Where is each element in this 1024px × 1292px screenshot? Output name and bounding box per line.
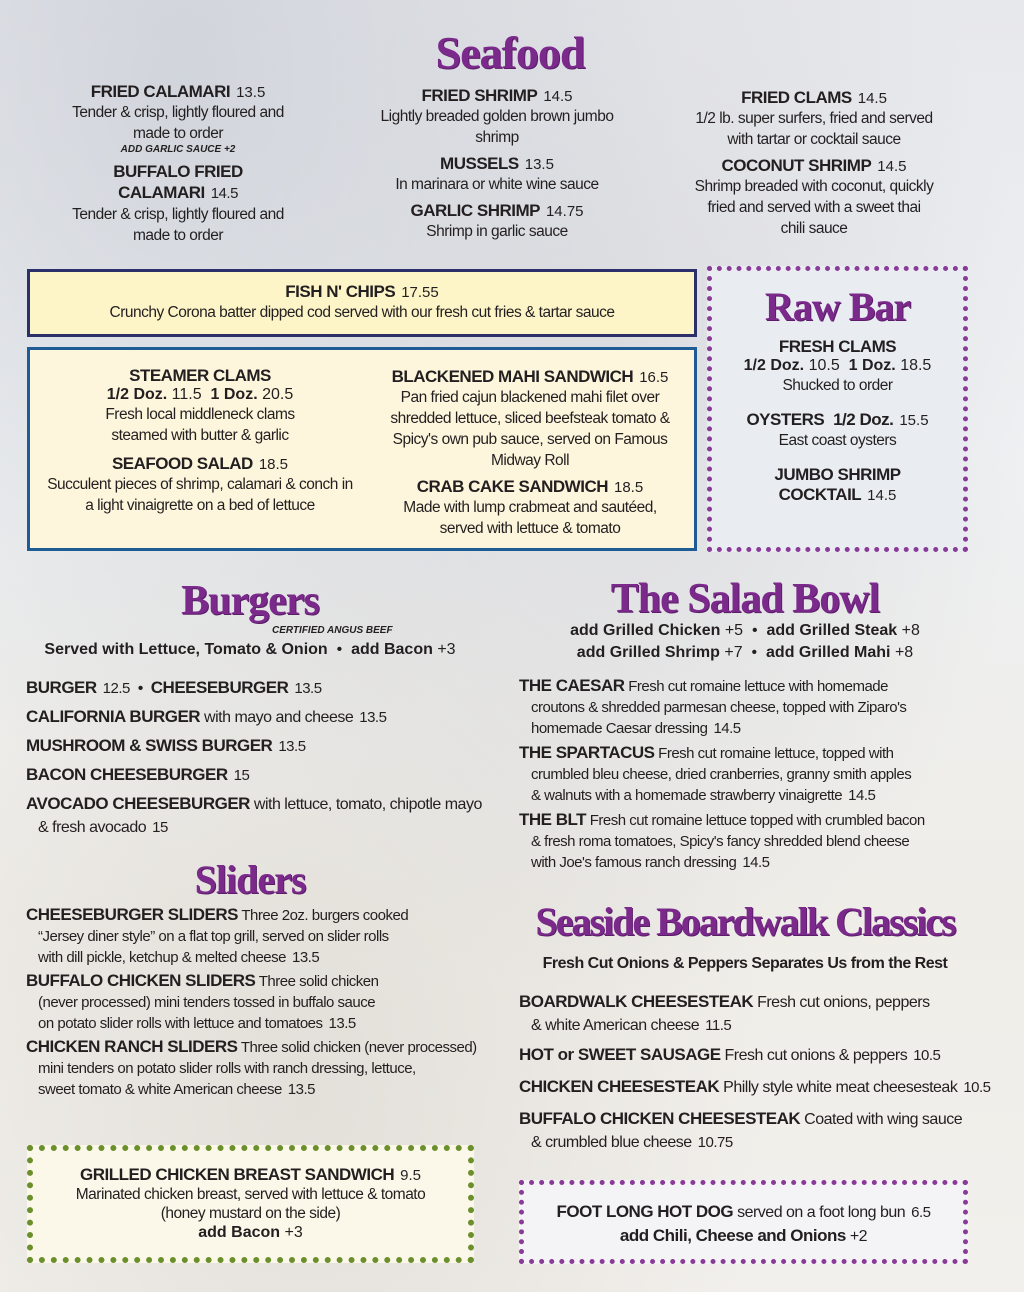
item-desc: Tender & crisp, lightly floured and made to order (72, 104, 284, 142)
item-name: SEAFOOD SALAD (111, 454, 253, 473)
item-price: 13.5 (278, 738, 306, 755)
menu-item (694, 88, 934, 150)
seafood-box-left (40, 366, 360, 522)
bullet: • (336, 641, 343, 658)
item-desc: sweet tomato & white American cheese (38, 1081, 282, 1098)
item-desc: Three 2oz. burgers cooked (241, 907, 409, 924)
item-name: CALIFORNIA BURGER (26, 707, 201, 726)
item-desc: Shrimp in garlic sauce (426, 223, 568, 240)
item-desc: homemade Caesar dressing (531, 720, 708, 737)
list-item (26, 763, 496, 787)
item-desc: Fresh cut romaine lettuce with homemade (628, 678, 888, 695)
item-name: MUSSELS (440, 154, 519, 173)
item-name: OYSTERS (746, 410, 825, 429)
item-name: BLACKENED MAHI SANDWICH (391, 367, 634, 386)
menu-item (40, 366, 360, 446)
item-desc: Tender & crisp, lightly floured and made to order (72, 206, 284, 244)
item-name: STEAMER CLAMS (129, 366, 271, 385)
item-price: 18.5 (258, 456, 289, 473)
menu-item (60, 161, 296, 246)
raw-bar-box (707, 266, 968, 552)
salad-adds (520, 620, 970, 664)
half-label: 1/2 Doz. (743, 357, 805, 374)
raw-bar-title: Raw Bar (764, 284, 911, 329)
menu-item (712, 465, 963, 505)
menu-item (372, 154, 622, 195)
half-price: 10.5 (808, 357, 840, 374)
item-name: FRIED SHRIMP (421, 86, 538, 105)
item-price: 15 (233, 767, 250, 784)
item-name: CHEESEBURGER (150, 678, 289, 697)
menu-item (40, 454, 360, 516)
list-item (519, 1075, 999, 1099)
burgers-title: Burgers (181, 578, 319, 624)
item-desc: with lettuce, tomato, chipotle mayo (253, 796, 482, 813)
boardwalk-title: Seaside Boardwalk Classics (535, 899, 955, 944)
item-desc: Fresh cut romaine lettuce topped with crumbled bacon (589, 812, 925, 829)
bullet: • (137, 680, 143, 697)
item-price: 17.55 (401, 284, 439, 301)
menu-item (712, 410, 963, 451)
item-desc: Fresh cut romaine lettuce, topped with (658, 745, 894, 762)
add-bacon-label: add Bacon (351, 641, 433, 658)
item-price: 16.5 (639, 369, 669, 386)
menu-item (60, 82, 296, 155)
item-desc: “Jersey diner style” on a flat top grill, served on slider rolls (38, 928, 389, 945)
add-price: +8 (894, 644, 914, 661)
menu-item (712, 337, 963, 396)
seafood-title: Seafood (435, 27, 585, 78)
item-price: 10.5 (963, 1079, 991, 1096)
item-price: 14.5 (877, 158, 907, 175)
sliders-title: Sliders (194, 857, 306, 902)
add-price: +7 (724, 644, 743, 661)
item-name: FISH N' CHIPS (285, 282, 396, 301)
bullet: • (751, 644, 758, 661)
hot-dog-box (519, 1180, 968, 1264)
item-price: 14.5 (867, 487, 897, 504)
item-desc: Three solid chicken (258, 973, 379, 990)
item-name: BOARDWALK CHEESESTEAK (519, 992, 754, 1011)
list-item (26, 1036, 496, 1100)
boardwalk-subtitle: Fresh Cut Onions & Peppers Separates Us from the Rest (542, 955, 948, 972)
list-item (26, 734, 496, 758)
item-price: 14.5 (742, 854, 770, 871)
item-price: 13.5 (287, 1081, 315, 1098)
item-price: 12.5 (102, 680, 130, 697)
half-label: 1/2 Doz. (833, 410, 894, 429)
item-name: FRIED CALAMARI (90, 82, 231, 101)
item-desc: Succulent pieces of shrimp, calamari & conch in a light vinaigrette on a bed of lettuce (47, 476, 353, 514)
item-price: 9.5 (400, 1167, 421, 1184)
item-price: 10.75 (697, 1134, 733, 1151)
item-name: BUFFALO CHICKEN CHEESESTEAK (519, 1109, 801, 1128)
half-price: 11.5 (171, 386, 202, 403)
item-name: CHICKEN RANCH SLIDERS (26, 1037, 238, 1056)
add-price: +2 (849, 1228, 868, 1245)
item-name: MUSHROOM & SWISS BURGER (26, 736, 273, 755)
item-name: COCONUT SHRIMP (721, 156, 872, 175)
item-desc: & fresh avocado (38, 819, 147, 836)
item-desc: on potato slider rolls with lettuce and tomatoes (38, 1015, 323, 1032)
list-item (26, 904, 496, 968)
list-item (519, 809, 989, 873)
add-price: +3 (284, 1224, 303, 1241)
item-price: 15 (152, 819, 168, 836)
add-label: add Bacon (198, 1224, 281, 1241)
item-name: JUMBO SHRIMP (774, 465, 901, 484)
item-name: CRAB CAKE SANDWICH (416, 477, 608, 496)
list-item (519, 675, 989, 739)
item-desc: East coast oysters (778, 432, 897, 449)
doz-label: 1 Doz. (210, 386, 258, 403)
item-price: 14.5 (210, 185, 238, 202)
item-desc: (never processed) mini tenders tossed in buffalo sauce (38, 994, 376, 1011)
menu-item (370, 367, 690, 471)
item-price: 18.5 (614, 479, 644, 496)
item-desc: crumbled bleu cheese, dried cranberries, granny smith apples (531, 766, 912, 783)
list-item (26, 970, 496, 1034)
salad-list (519, 675, 989, 873)
item-price: 14.5 (543, 88, 573, 105)
sliders-list (26, 904, 496, 1100)
item-price: 14.5 (857, 90, 887, 107)
list-item (519, 742, 989, 806)
item-price: 14.5 (848, 787, 876, 804)
item-price: 14.5 (713, 720, 741, 737)
add-label: add Grilled Shrimp (576, 644, 720, 661)
item-name: BUFFALO FRIED CALAMARI (113, 162, 243, 202)
add-price: +5 (724, 622, 744, 639)
item-desc: & walnuts with a homemade strawberry vinaigrette (531, 787, 843, 804)
item-price: 13.5 (328, 1015, 356, 1032)
item-desc: & white American cheese (531, 1017, 700, 1034)
list-item (26, 705, 496, 729)
boardwalk-list (519, 990, 999, 1154)
menu-item (370, 477, 690, 539)
item-name-2: COCKTAIL (778, 485, 862, 504)
item-desc: served on a foot long bun (737, 1204, 906, 1221)
bullet: • (751, 622, 758, 639)
add-bacon-price: +3 (437, 641, 456, 658)
list-item (519, 1107, 999, 1154)
item-price: 14.75 (545, 203, 584, 220)
item-desc: (honey mustard on the side) (160, 1205, 341, 1222)
salad-bowl-title: The Salad Bowl (610, 576, 880, 622)
seafood-col-1 (60, 82, 296, 252)
item-desc: Fresh cut onions, peppers (757, 994, 930, 1011)
item-name: AVOCADO CHEESEBURGER (26, 794, 250, 813)
burgers-list (26, 676, 496, 839)
item-desc: Fresh local middleneck clams steamed with butter & garlic (105, 406, 295, 444)
item-desc: mini tenders on potato slider rolls with ranch dressing, lettuce, (38, 1060, 416, 1077)
item-desc: with mayo and cheese (204, 709, 354, 726)
item-name: BUFFALO CHICKEN SLIDERS (26, 971, 256, 990)
add-label: add Grilled Chicken (570, 622, 721, 639)
item-name: THE BLT (519, 810, 587, 829)
item-desc: Pan fried cajun blackened mahi filet over shredded lettuce, sliced beefsteak tomato & Spicy's own pub sauce, served on Famous Midway Roll (390, 389, 670, 469)
item-desc: with dill pickle, ketchup & melted cheese (38, 949, 286, 966)
add-label: add Chili, Cheese and Onions (619, 1226, 846, 1245)
item-price: 10.5 (913, 1047, 941, 1064)
item-desc: Shucked to order (782, 377, 893, 394)
item-desc: Coated with wing sauce (804, 1111, 963, 1128)
item-price: 13.5 (524, 156, 554, 173)
item-name: FOOT LONG HOT DOG (556, 1202, 734, 1221)
item-desc: Crunchy Corona batter dipped cod served with our fresh cut fries & tartar sauce (109, 304, 615, 321)
seafood-box-right (370, 367, 690, 545)
item-name: BURGER (26, 678, 97, 697)
item-desc: croutons & shredded parmesan cheese, topped with Ziparo's (531, 699, 907, 716)
seafood-col-2 (372, 86, 622, 248)
add-price: +8 (901, 622, 920, 639)
item-desc: Philly style white meat cheesesteak (723, 1079, 958, 1096)
item-desc: Three solid chicken (never processed) (240, 1039, 477, 1056)
list-item (519, 1043, 999, 1067)
item-name: THE CAESAR (519, 676, 625, 695)
item-price: 13.5 (294, 680, 322, 697)
doz-price: 20.5 (262, 386, 294, 403)
item-price: 13.5 (236, 84, 266, 101)
list-item (26, 676, 496, 700)
item-name: CHEESEBURGER SLIDERS (26, 905, 238, 924)
menu-item (372, 201, 622, 242)
burgers-served-with (20, 641, 480, 659)
doz-label: 1 Doz. (848, 357, 896, 374)
item-name: GARLIC SHRIMP (410, 201, 540, 220)
add-label: add Grilled Steak (766, 622, 898, 639)
menu-item (694, 156, 934, 239)
item-name: FRESH CLAMS (778, 337, 897, 356)
add-label: add Grilled Mahi (766, 644, 891, 661)
certified-note: CERTIFIED ANGUS BEEF (272, 625, 393, 636)
item-desc: Made with lump crabmeat and sautéed, served with lettuce & tomato (403, 499, 657, 537)
list-item (26, 792, 496, 816)
fish-chips-box (27, 269, 697, 337)
item-desc: & fresh roma tomatoes, Spicy's fancy shredded blend cheese (531, 833, 910, 850)
item-name: FRIED CLAMS (741, 88, 852, 107)
item-name: BACON CHEESEBURGER (26, 765, 228, 784)
list-item-cont (26, 816, 496, 839)
item-desc: & crumbled blue cheese (531, 1134, 692, 1151)
list-item (519, 990, 999, 1037)
half-label: 1/2 Doz. (106, 386, 168, 403)
item-name: THE SPARTACUS (519, 743, 655, 762)
item-desc: Fresh cut onions & peppers (724, 1047, 908, 1064)
doz-price: 18.5 (900, 357, 932, 374)
item-desc: with Joe's famous ranch dressing (531, 854, 737, 871)
item-name: CHICKEN CHEESESTEAK (519, 1077, 720, 1096)
item-desc: Shrimp breaded with coconut, quickly fried and served with a sweet thai chili sauce (694, 178, 934, 237)
item-desc: Marinated chicken breast, served with lettuce & tomato (75, 1186, 426, 1203)
item-name: HOT or SWEET SAUSAGE (519, 1045, 721, 1064)
menu-item (372, 86, 622, 148)
item-name: GRILLED CHICKEN BREAST SANDWICH (80, 1165, 395, 1184)
item-desc: 1/2 lb. super surfers, fried and served with tartar or cocktail sauce (695, 110, 933, 148)
grilled-chicken-box (27, 1145, 474, 1263)
item-desc: In marinara or white wine sauce (395, 176, 599, 193)
item-note: ADD GARLIC SAUCE +2 (120, 144, 236, 155)
seafood-col-3 (694, 88, 934, 245)
item-price: 11.5 (705, 1017, 732, 1034)
served-with-text: Served with Lettuce, Tomato & Onion (44, 641, 328, 658)
item-price: 13.5 (291, 949, 320, 966)
item-price: 6.5 (911, 1204, 931, 1221)
seafood-box (27, 347, 697, 551)
item-price: 13.5 (359, 709, 387, 726)
item-price: 15.5 (899, 412, 929, 429)
item-desc: Lightly breaded golden brown jumbo shrimp (380, 108, 614, 146)
